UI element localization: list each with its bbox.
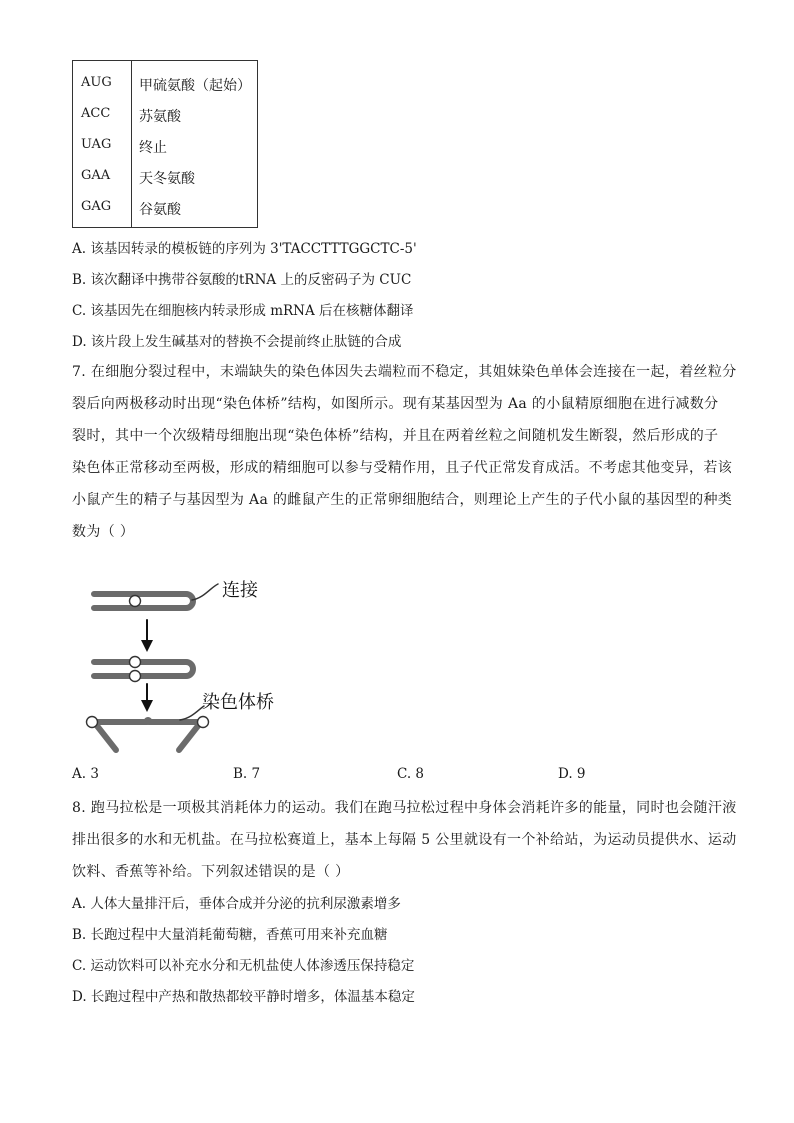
centromere	[130, 657, 141, 668]
q7-choice-c: C. 8	[397, 766, 425, 782]
codon-cell: GAG	[81, 199, 112, 214]
chromosome-diagram	[80, 572, 310, 762]
table-row	[73, 168, 257, 188]
amino-acid-cell: 终止	[139, 140, 167, 156]
centromere	[130, 671, 141, 682]
q8-option-b: B. 长跑过程中大量消耗葡萄糖，香蕉可用来补充血糖	[72, 927, 388, 943]
arrow-down-icon	[141, 640, 153, 652]
q8-option-d: D. 长跑过程中产热和散热都较平静时增多，体温基本稳定	[72, 989, 415, 1005]
q6-option-c: C. 该基因先在细胞核内转录形成 mRNA 后在核糖体翻译	[72, 303, 414, 319]
q8-text-line: 饮料、香蕉等补给。下列叙述错误的是（ ）	[72, 864, 350, 880]
q7-choices	[0, 766, 794, 786]
codon-cell: UAG	[81, 137, 112, 152]
q6-option-b: B. 该次翻译中携带谷氨酸的tRNA 上的反密码子为 CUC	[72, 272, 412, 288]
sister-chromatids-joined	[94, 594, 193, 608]
q7-text-line: 小鼠产生的精子与基因型为 Aa 的雌鼠产生的正常卵细胞结合，则理论上产生的子代小鼠的基因型的种类	[72, 492, 733, 508]
chromosome-bridge	[94, 720, 201, 722]
bridge-right-arm	[179, 722, 201, 750]
q7-text-line: 裂时，其中一个次级精母细胞出现“染色体桥”结构，并且在两着丝粒之间随机发生断裂，然后形成的子	[72, 428, 719, 444]
connect-label: 连接	[222, 580, 258, 601]
q7-text-line: 7. 在细胞分裂过程中，末端缺失的染色体因失去端粒而不稳定，其姐妹染色单体会连接在一起，着丝粒分	[72, 364, 737, 380]
table-row	[73, 199, 257, 219]
q7-choice-a: A. 3	[72, 766, 99, 782]
codon-cell: ACC	[81, 106, 111, 121]
q7-text-line: 染色体正常移动至两极，形成的精细胞可以参与受精作用，且子代正常发育成活。不考虑其他变异，若该	[72, 460, 733, 476]
q8-option-c: C. 运动饮料可以补充水分和无机盐使人体渗透压保持稳定	[72, 958, 415, 974]
chromosome-bridge-figure	[80, 572, 310, 762]
amino-acid-cell: 甲硫氨酸（起始）	[139, 78, 251, 94]
chromatids-two-centromeres	[94, 662, 193, 676]
codon-cell: GAA	[81, 168, 111, 183]
connect-pointer-line	[192, 584, 218, 600]
amino-acid-cell: 苏氨酸	[139, 109, 181, 125]
arrow-down-icon	[141, 700, 153, 712]
q7-text-line: 数为（ ）	[72, 524, 135, 540]
codon-table	[72, 60, 258, 228]
q8-text-line: 排出很多的水和无机盐。在马拉松赛道上，基本上每隔 5 公里就设有一个补给站，为运动员提供水、运动	[72, 832, 737, 848]
bridge-left-arm	[94, 722, 116, 750]
centromere	[130, 596, 141, 607]
centromere	[87, 717, 98, 728]
q7-choice-b: B. 7	[233, 766, 261, 782]
table-row	[73, 137, 257, 157]
bridge-label: 染色体桥	[202, 692, 274, 713]
q7-text-line: 裂后向两极移动时出现“染色体桥”结构，如图所示。现有某基因型为 Aa 的小鼠精原细胞在进行减数分	[72, 396, 719, 412]
q6-option-d: D. 该片段上发生碱基对的替换不会提前终止肽链的合成	[72, 334, 402, 350]
q8-option-a: A. 人体大量排汗后，垂体合成并分泌的抗利尿激素增多	[72, 896, 401, 912]
centromere	[198, 717, 209, 728]
q8-text-line: 8. 跑马拉松是一项极其消耗体力的运动。我们在跑马拉松过程中身体会消耗许多的能量，同时也会随汗液	[72, 800, 737, 816]
q7-choice-d: D. 9	[558, 766, 586, 782]
amino-acid-cell: 天冬氨酸	[139, 171, 195, 187]
q6-option-a: A. 该基因转录的模板链的序列为 3'TACCTTTGGCTC-5'	[72, 241, 417, 257]
codon-cell: AUG	[81, 75, 112, 90]
table-row	[73, 106, 257, 126]
table-row	[73, 75, 257, 95]
amino-acid-cell: 谷氨酸	[139, 202, 181, 218]
